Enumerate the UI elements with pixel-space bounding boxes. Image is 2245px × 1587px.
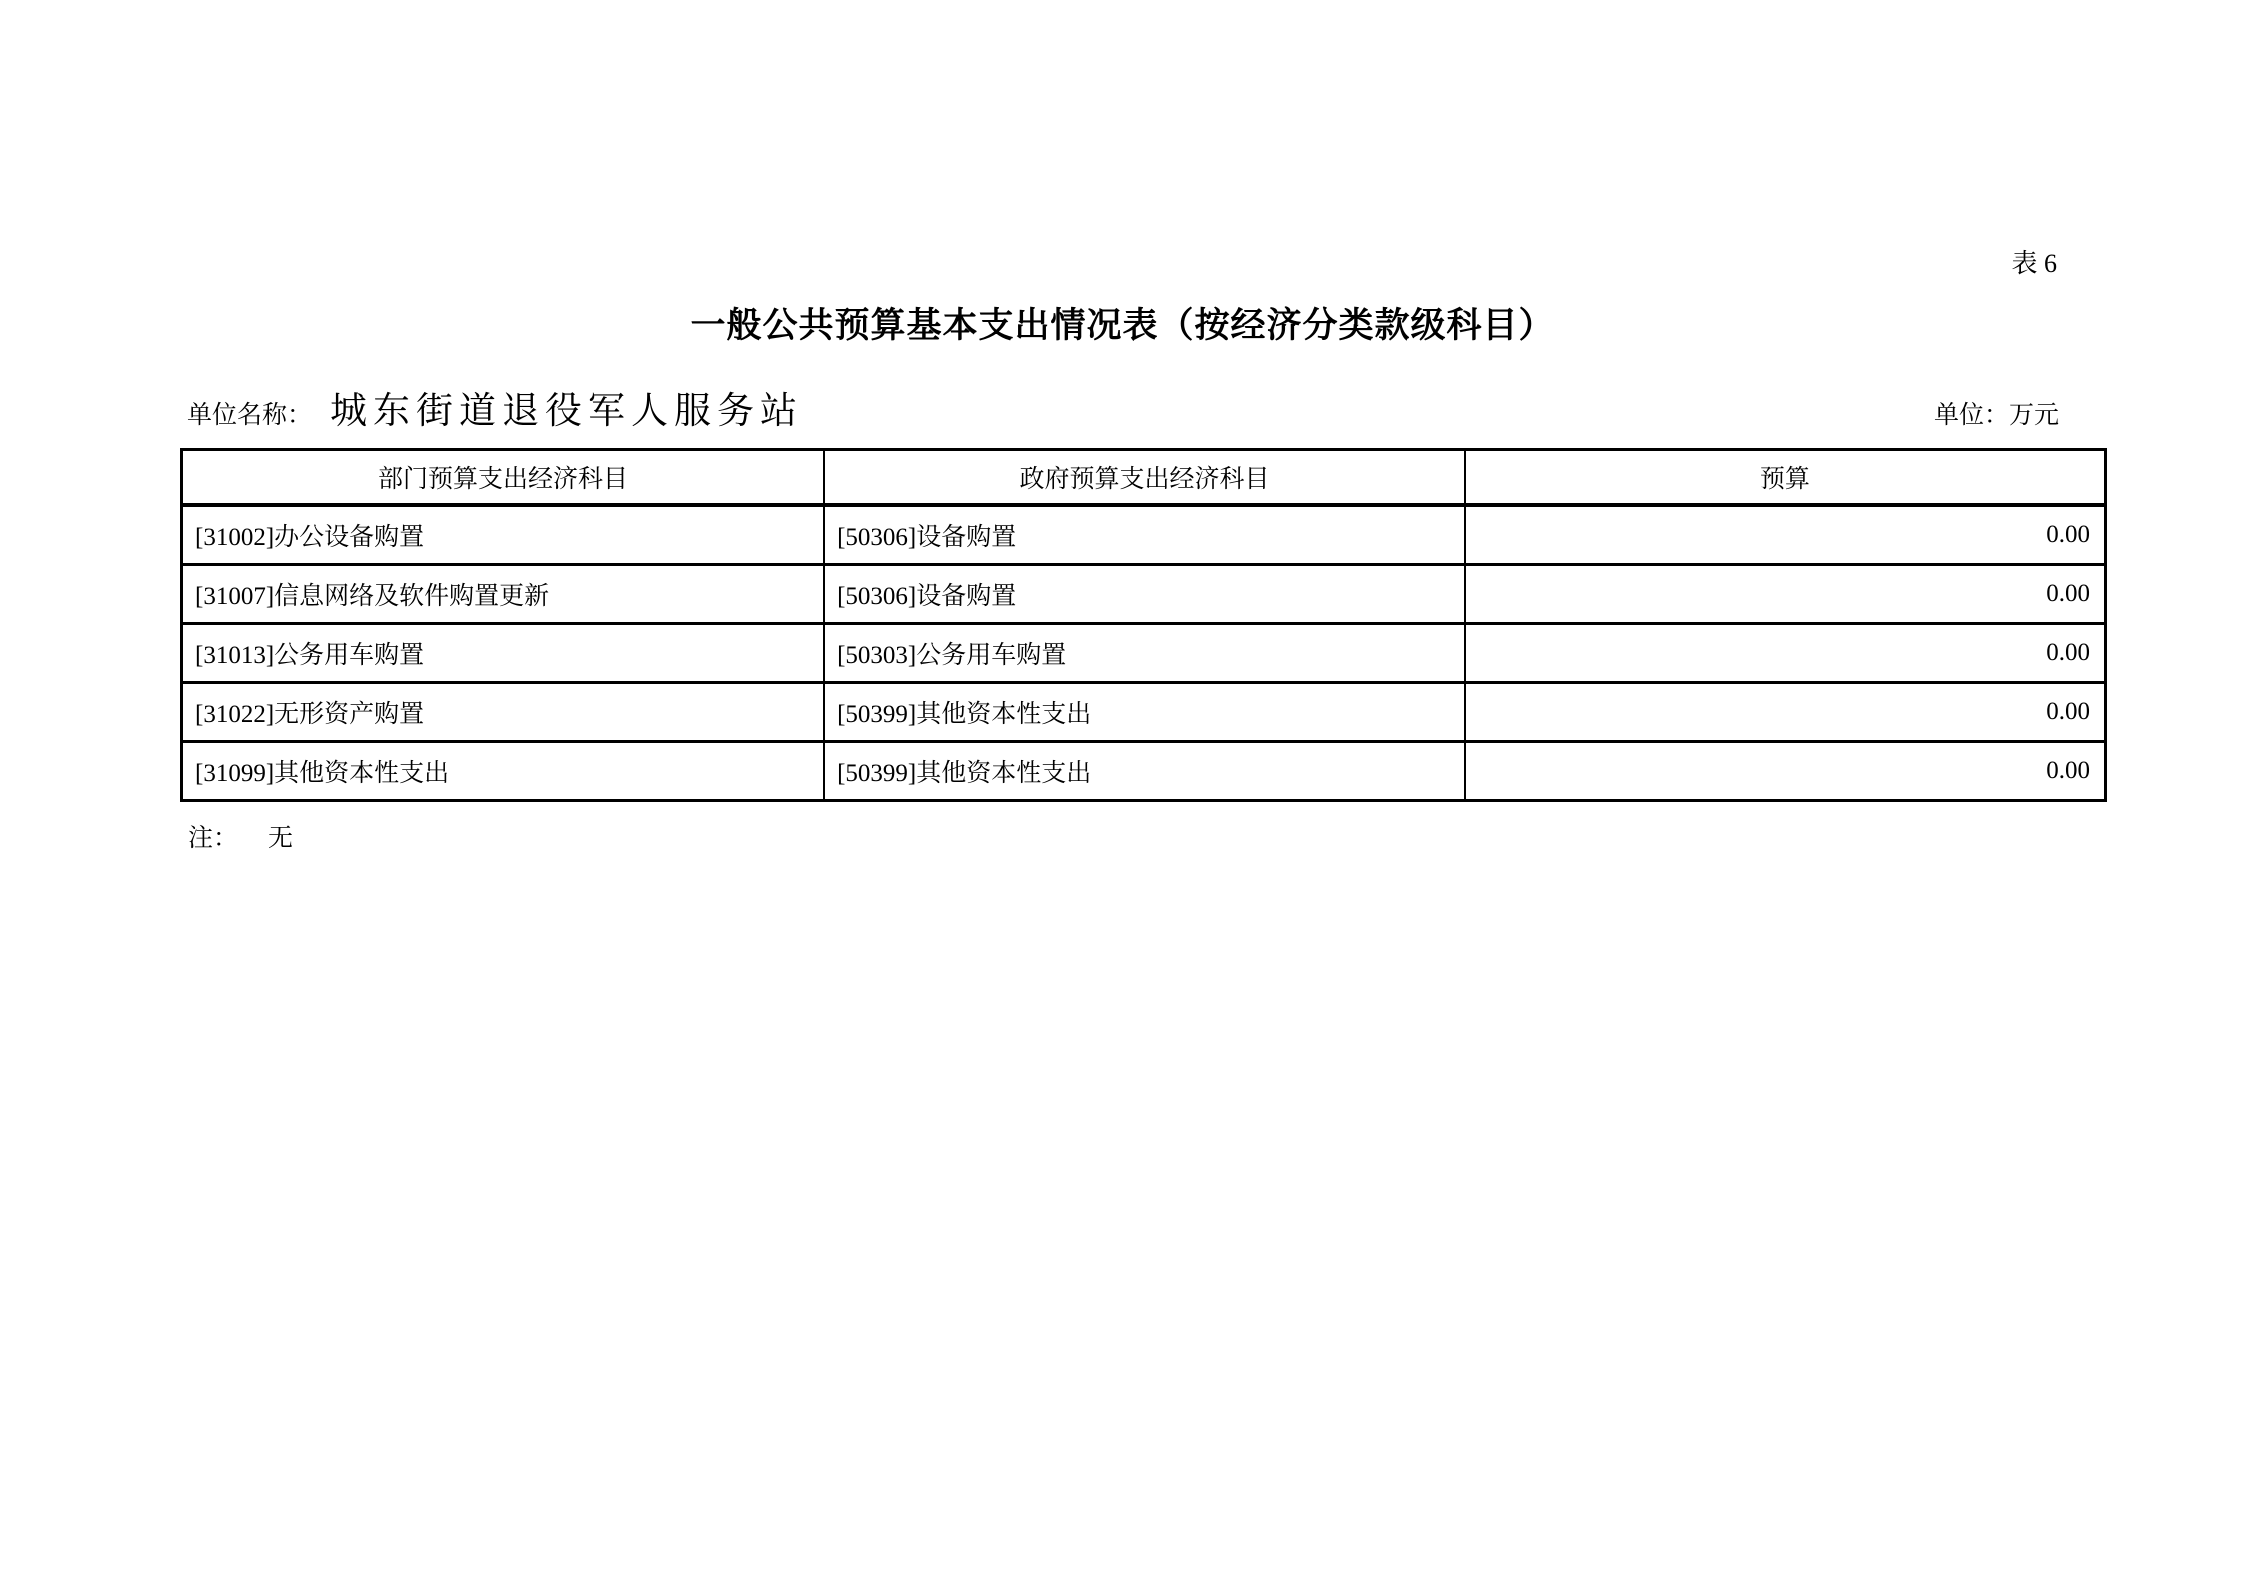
unit-name-label: 单位名称： <box>187 402 313 429</box>
table-header-row <box>182 450 2106 506</box>
budget-value-cell: 0.00 <box>1465 742 2106 801</box>
table-row <box>182 742 2106 801</box>
dept-subject-cell: [31099]其他资本性支出 <box>182 742 825 801</box>
gov-subject-cell: [50399]其他资本性支出 <box>824 683 1465 742</box>
dept-subject-cell: [31013]公务用车购置 <box>182 624 825 683</box>
gov-subject-cell: [50306]设备购置 <box>824 565 1465 624</box>
budget-value-cell: 0.00 <box>1465 565 2106 624</box>
table-row <box>182 683 2106 742</box>
dept-subject-cell: [31002]办公设备购置 <box>182 505 825 565</box>
table-row <box>182 505 2106 565</box>
page-title: 一般公共预算基本支出情况表（按经济分类款级科目） <box>690 306 1555 345</box>
budget-table <box>180 448 2107 802</box>
budget-value-cell: 0.00 <box>1465 505 2106 565</box>
note-line <box>180 818 2107 854</box>
gov-subject-cell: [50399]其他资本性支出 <box>824 742 1465 801</box>
note-text: 无 <box>268 825 294 852</box>
column-header-department-subject: 部门预算支出经济科目 <box>182 450 825 506</box>
table-number-tag: 表 6 <box>2011 249 2057 278</box>
table-row <box>182 565 2106 624</box>
column-header-government-subject: 政府预算支出经济科目 <box>824 450 1465 506</box>
dept-subject-cell: [31022]无形资产购置 <box>182 683 825 742</box>
budget-value-cell: 0.00 <box>1465 683 2106 742</box>
budget-value-cell: 0.00 <box>1465 624 2106 683</box>
unit-name-value: 城东街道退役军人服务站 <box>330 391 804 432</box>
gov-subject-cell: [50303]公务用车购置 <box>824 624 1465 683</box>
note-label: 注： <box>188 825 239 852</box>
table-row <box>182 624 2106 683</box>
column-header-budget: 预算 <box>1465 450 2106 506</box>
gov-subject-cell: [50306]设备购置 <box>824 505 1465 565</box>
meta-line <box>180 380 2107 434</box>
unit-name-group <box>180 380 803 434</box>
dept-subject-cell: [31007]信息网络及软件购置更新 <box>182 565 825 624</box>
currency-unit-label: 单位：万元 <box>1933 402 2059 429</box>
